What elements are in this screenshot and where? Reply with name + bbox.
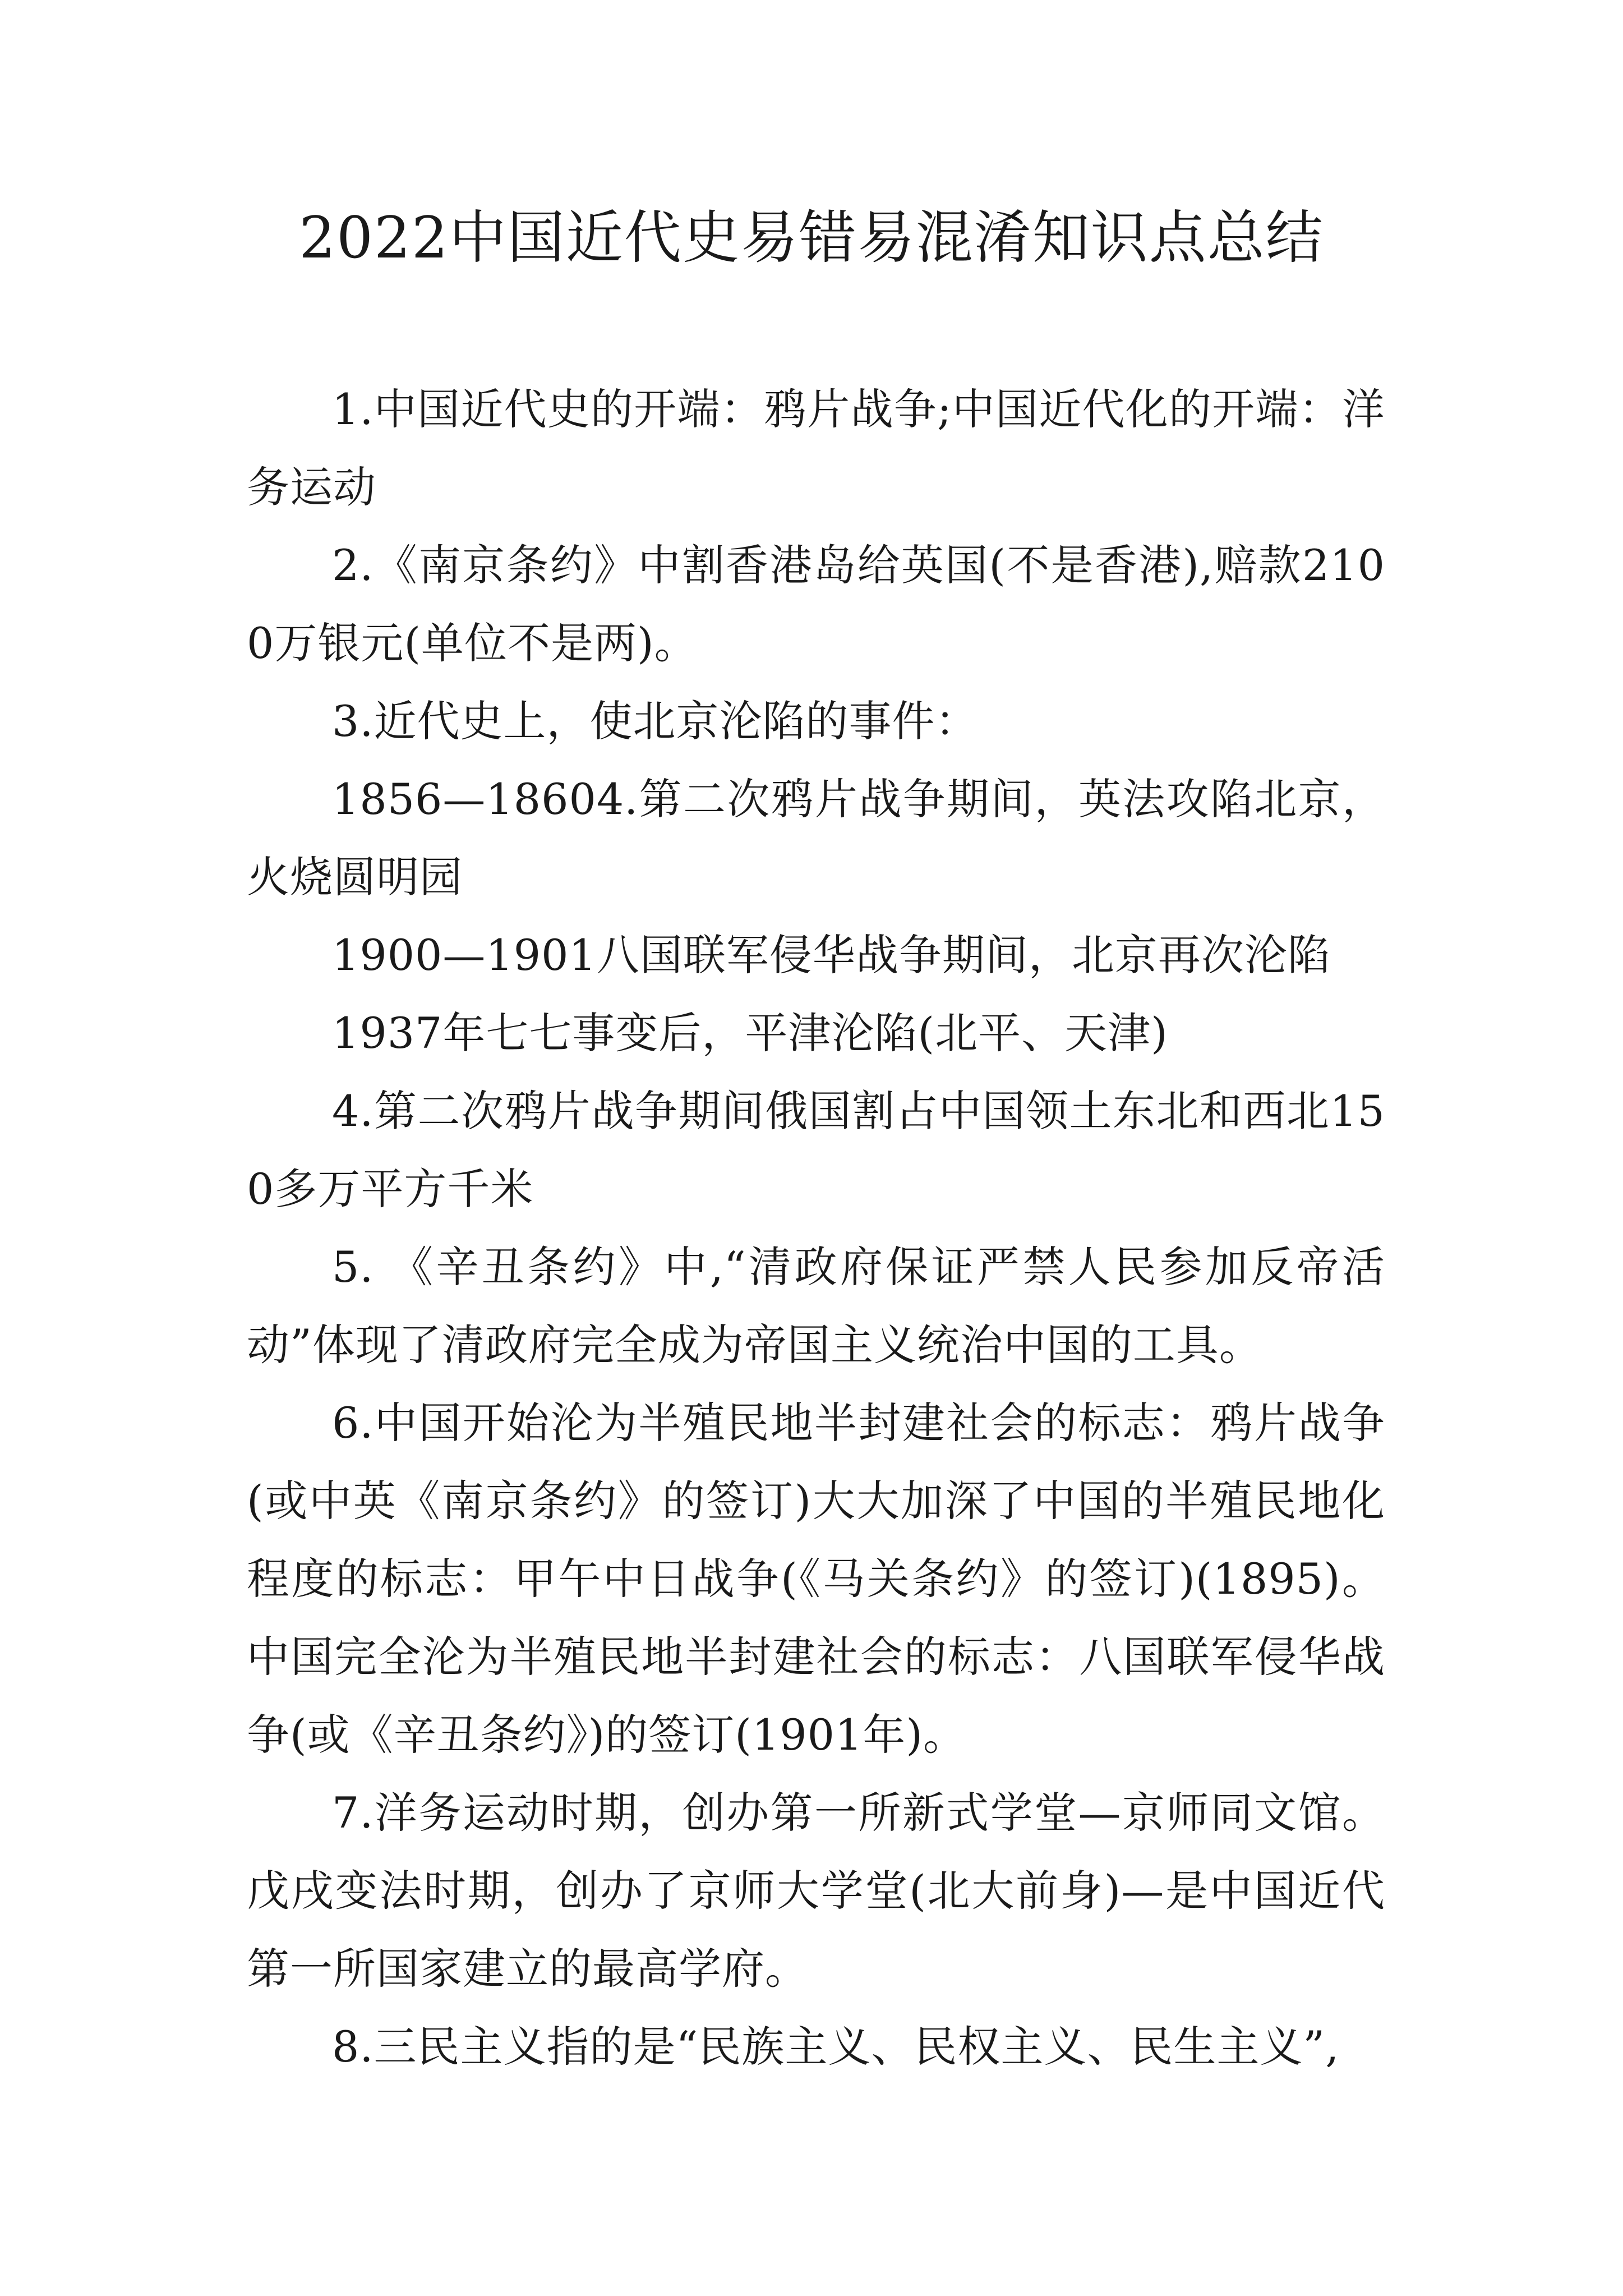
paragraph-3-event-1937: 1937年七七事变后，平津沦陷(北平、天津) [332,1008,1168,1058]
document-title: 2022中国近代史易错易混淆知识点总结 [299,205,1324,272]
paragraph-2: 2.《南京条约》中割香港岛给英国(不是香港),赔款2100万银元(单位不是两)。 [247,540,1385,668]
paragraph-3-event-1900: 1900—1901八国联军侵华战争期间，北京再次沦陷 [332,930,1331,980]
paragraph-7: 7.洋务运动时期，创办第一所新式学堂—京师同文馆。戊戌变法时期，创办了京师大学堂(北大前身)—是中国近代第一所国家建立的最高学府。 [247,1788,1385,1994]
paragraph-6: 6.中国开始沦为半殖民地半封建社会的标志：鸦片战争(或中英《南京条约》的签订)大大加深了中国的半殖民地化程度的标志：甲午中日战争(《马关条约》的签订)(1895)。中国完全沦为半殖民地半封建社会的标志：八国联军侵华战争(或《辛丑条约》)的签订(1901年)。 [247,1398,1385,1760]
document-body [247,370,1385,2086]
paragraph-4: 4.第二次鸦片战争期间俄国割占中国领土东北和西北150多万平方千米 [247,1086,1385,1214]
paragraph-5: 5. 《辛丑条约》中,“清政府保证严禁人民参加反帝活动”体现了清政府完全成为帝国主义统治中国的工具。 [247,1242,1385,1370]
paragraph-1: 1.中国近代史的开端：鸦片战争;中国近代化的开端：洋务运动 [247,384,1385,512]
paragraph-8: 8.三民主义指的是“民族主义、民权主义、民生主义”, [332,2022,1340,2072]
paragraph-3: 3.近代史上，使北京沦陷的事件： [332,696,979,746]
paragraph-3-event-1860: 1856—18604.第二次鸦片战争期间，英法攻陷北京，火烧圆明园 [247,774,1385,902]
